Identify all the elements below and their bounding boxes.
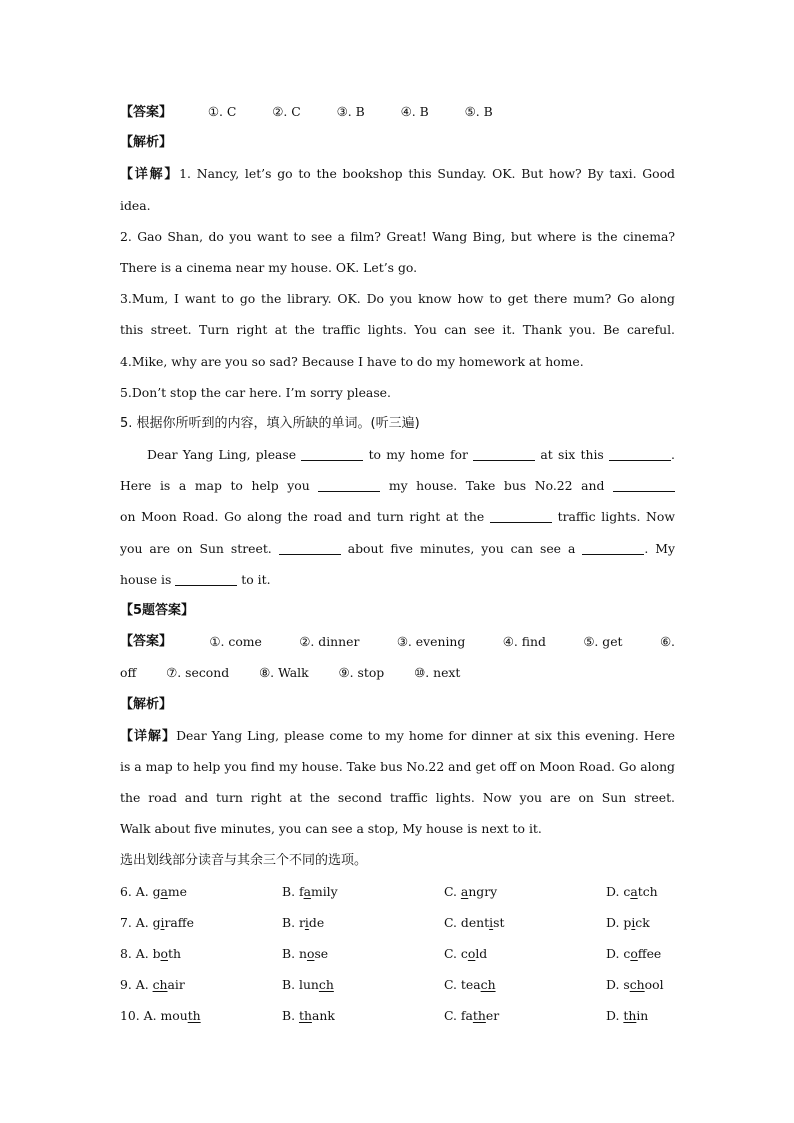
underlined-part: ch — [318, 977, 334, 993]
word-part: p — [623, 914, 632, 930]
word-part: g — [152, 883, 161, 899]
word-part: c — [623, 883, 631, 899]
word-part: ck — [635, 914, 650, 930]
word-part: raffe — [164, 914, 194, 930]
phonics-question — [120, 876, 675, 907]
cloze-text: to it. — [241, 571, 271, 587]
phonics-question — [120, 969, 675, 1000]
analysis-text-line: 4.Mike, why are you so sad? Because I have to do my homework at home. — [120, 353, 584, 369]
underlined-part: ch — [152, 977, 168, 993]
answer-item: ⑦. second — [166, 665, 230, 681]
answer-item: ⑩. next — [414, 665, 461, 681]
analysis-text: 1. Nancy, let’s go to the bookshop this Sunday. OK. But how? By taxi. Good — [179, 166, 675, 182]
answer-item: ⑥. — [659, 634, 675, 650]
answer-item: ⑨. stop — [338, 665, 385, 681]
option-a[interactable] — [120, 969, 282, 1000]
q5-answer-row — [120, 626, 675, 657]
word-part: in — [636, 1008, 649, 1024]
blank-10[interactable] — [175, 573, 237, 586]
answer-item: ②. dinner — [299, 634, 360, 650]
cloze-text: house is — [120, 571, 172, 587]
question-number: 8. — [120, 946, 136, 962]
detail-tag: 【详解】 — [120, 167, 180, 183]
analysis-text-line: is a map to help you find my house. Take bus No.22 and get off on Moon Road. Go along — [120, 758, 675, 774]
blank-3[interactable] — [609, 448, 671, 461]
answer-item: ⑧. Walk — [259, 665, 309, 681]
option-b[interactable] — [282, 938, 444, 969]
option-letter: B. — [282, 883, 299, 899]
blank-2[interactable] — [473, 448, 535, 461]
answer-tag: 【答案】 — [120, 105, 173, 120]
word-part: ffee — [637, 946, 662, 962]
analysis-text-line: 5.Don’t stop the car here. I’m sorry please. — [120, 384, 391, 400]
option-letter: A. — [135, 883, 153, 899]
word-part: dent — [460, 914, 490, 930]
underlined-part: th — [472, 1008, 486, 1024]
option-d[interactable] — [606, 969, 675, 1000]
answer-line — [120, 96, 675, 127]
cloze-text: traffic lights. Now — [557, 509, 675, 525]
underlined-part: a — [160, 883, 168, 899]
underlined-part: i — [489, 914, 494, 930]
option-a[interactable] — [120, 907, 282, 938]
cloze-text: about five minutes, you can see a — [347, 540, 576, 556]
option-letter: D. — [606, 883, 624, 899]
question-instruction: 5. 根据你所听到的内容，填入所缺的单词。(听三遍) — [120, 415, 420, 431]
answer-tag: 【答案】 — [120, 634, 173, 650]
question-number: 7. — [120, 914, 136, 930]
answer-item: ⑤. B — [464, 104, 493, 119]
option-letter: C. — [444, 914, 461, 930]
answer-item: ①. C — [207, 104, 237, 119]
option-a[interactable] — [120, 938, 282, 969]
cloze-text: . — [671, 447, 675, 463]
word-part: mou — [160, 1008, 188, 1024]
phonics-instruction: 选出划线部分读音与其余三个不同的选项。 — [120, 852, 368, 868]
word-part: s — [623, 977, 630, 993]
option-letter: D. — [606, 1008, 624, 1024]
option-c[interactable] — [444, 1000, 606, 1031]
cloze-text: you are on Sun street. — [120, 540, 272, 556]
cloze-text: Here is a map to help you — [120, 478, 310, 494]
question-number: 6. — [120, 883, 136, 899]
cloze-line — [120, 533, 675, 564]
option-c[interactable] — [444, 876, 606, 907]
cloze-text: to my home for — [368, 447, 468, 463]
answer-item: ②. C — [272, 104, 301, 119]
word-part: c — [623, 946, 631, 962]
option-letter: A. — [135, 914, 153, 930]
underlined-part: i — [160, 914, 165, 930]
option-c[interactable] — [444, 938, 606, 969]
word-part: se — [314, 946, 329, 962]
option-b[interactable] — [282, 907, 444, 938]
phonics-question — [120, 938, 675, 969]
option-letter: D. — [606, 946, 624, 962]
word-part: f — [298, 883, 304, 899]
underlined-part: o — [467, 946, 476, 962]
option-letter: C. — [444, 977, 461, 993]
analysis-text-line — [120, 158, 675, 189]
answer-item: ③. B — [336, 104, 365, 119]
phonics-question-list — [120, 876, 675, 1032]
cloze-text: Dear Yang Ling, please — [147, 447, 297, 463]
word-part: ld — [475, 946, 488, 962]
word-part: g — [152, 914, 161, 930]
answer-item: ①. come — [209, 634, 262, 650]
phonics-question — [120, 907, 675, 938]
underlined-part: a — [460, 883, 469, 899]
cloze-text: my house. Take bus No.22 and — [388, 478, 605, 494]
answer-item: ④. B — [400, 104, 429, 119]
option-a[interactable] — [120, 1000, 282, 1031]
underlined-part: o — [630, 946, 638, 962]
underlined-part: i — [631, 914, 636, 930]
word-part: fa — [460, 1008, 473, 1024]
blank-8[interactable] — [279, 542, 341, 555]
word-part: tch — [637, 883, 658, 899]
word-part: lun — [298, 977, 319, 993]
underlined-part: th — [623, 1008, 637, 1024]
word-part: mily — [310, 883, 338, 899]
option-letter: C. — [444, 1008, 461, 1024]
word-part: ool — [644, 977, 664, 993]
blank-1[interactable] — [301, 448, 363, 461]
underlined-part: o — [160, 946, 168, 962]
cloze-text: . My — [644, 540, 675, 556]
option-letter: D. — [606, 977, 624, 993]
underlined-part: th — [298, 1008, 312, 1024]
underlined-part: ch — [629, 977, 645, 993]
blank-4[interactable] — [318, 479, 380, 492]
option-letter: A. — [135, 977, 153, 993]
word-part: n — [298, 946, 307, 962]
option-d[interactable] — [606, 938, 675, 969]
analysis-text-line — [120, 720, 675, 751]
analysis-heading: 【解析】 — [120, 696, 173, 712]
word-part: tea — [460, 977, 481, 993]
option-letter: C. — [444, 946, 461, 962]
phonics-question — [120, 1000, 675, 1031]
analysis-text-line: Walk about five minutes, you can see a stop, My house is next to it. — [120, 821, 542, 837]
word-part: ngry — [468, 883, 498, 899]
answer-item: ④. find — [502, 634, 546, 650]
underlined-part: a — [303, 883, 311, 899]
option-c[interactable] — [444, 969, 606, 1000]
word-part: b — [152, 946, 161, 962]
underlined-part: o — [306, 946, 315, 962]
option-d[interactable] — [606, 1000, 675, 1031]
option-letter: B. — [282, 977, 299, 993]
option-letter: A. — [135, 946, 153, 962]
analysis-heading: 【解析】 — [120, 135, 173, 151]
blank-7[interactable] — [490, 510, 552, 523]
cloze-text: at six this — [540, 447, 604, 463]
blank-5[interactable] — [613, 479, 675, 492]
option-letter: B. — [282, 1008, 299, 1024]
option-b[interactable] — [282, 969, 444, 1000]
word-part: me — [167, 883, 188, 899]
cloze-line — [120, 501, 675, 532]
analysis-text-line: idea. — [120, 197, 151, 213]
cloze-line — [120, 470, 675, 501]
underlined-part: a — [630, 883, 638, 899]
blank-9[interactable] — [582, 542, 644, 555]
question-number: 9. — [120, 977, 136, 993]
underlined-part: th — [187, 1008, 201, 1024]
analysis-text-line: 2. Gao Shan, do you want to see a film? Great! Wang Bing, but where is the cinema? — [120, 228, 675, 244]
underlined-part: i — [304, 914, 309, 930]
q5-answer-header: 【5题答案】 — [120, 603, 195, 618]
underlined-part: ch — [480, 977, 496, 993]
option-letter: C. — [444, 883, 461, 899]
analysis-text-line: the road and turn right at the second traffic lights. Now you are on Sun street. — [120, 790, 675, 806]
word-part: ank — [311, 1008, 335, 1024]
cloze-text: on Moon Road. Go along the road and turn right at the — [120, 509, 485, 525]
document-page — [120, 96, 675, 1032]
option-b[interactable] — [282, 876, 444, 907]
option-a[interactable] — [120, 876, 282, 907]
answer-item: ③. evening — [396, 634, 466, 650]
analysis-text-line: There is a cinema near my house. OK. Let’s go. — [120, 259, 418, 275]
question-number: 10. — [120, 1008, 144, 1024]
cloze-line — [120, 564, 675, 595]
word-part: de — [308, 914, 325, 930]
detail-tag: 【详解】 — [120, 728, 177, 744]
word-part: r — [298, 914, 305, 930]
analysis-text-line: 3.Mum, I want to go the library. OK. Do you know how to get there mum? Go along — [120, 291, 675, 307]
word-part: c — [460, 946, 468, 962]
option-c[interactable] — [444, 907, 606, 938]
answer-item: off — [120, 665, 137, 681]
option-b[interactable] — [282, 1000, 444, 1031]
option-letter: A. — [143, 1008, 161, 1024]
word-part: st — [493, 914, 505, 930]
word-part: th — [168, 946, 181, 962]
option-d[interactable] — [606, 876, 675, 907]
option-letter: B. — [282, 946, 299, 962]
word-part: air — [167, 977, 185, 993]
option-letter: D. — [606, 914, 624, 930]
answer-item: ⑤. get — [583, 634, 623, 650]
option-letter: B. — [282, 914, 299, 930]
word-part: er — [485, 1008, 500, 1024]
analysis-text: Dear Yang Ling, please come to my home for dinner at six this evening. Here — [176, 727, 675, 743]
q5-answer-row — [120, 657, 675, 688]
cloze-line — [120, 439, 675, 470]
analysis-text-line: this street. Turn right at the traffic lights. You can see it. Thank you. Be careful. — [120, 322, 675, 338]
option-d[interactable] — [606, 907, 675, 938]
